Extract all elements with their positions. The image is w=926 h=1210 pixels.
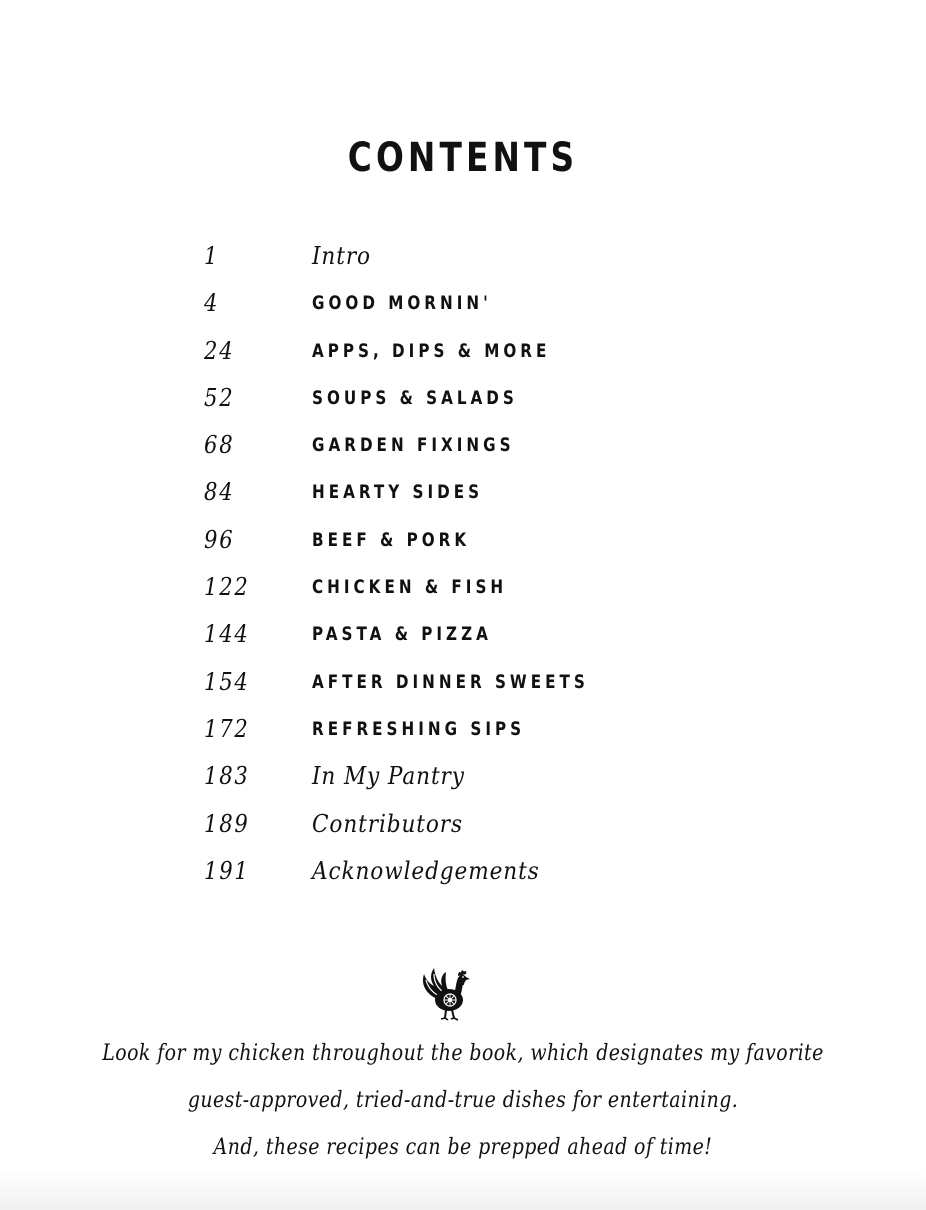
toc-chapter-title: HEARTY SIDES — [312, 481, 484, 504]
toc-row[interactable] — [204, 662, 764, 709]
note-line: guest-approved, tried-and-true dishes for entertaining. — [187, 1088, 739, 1113]
toc-row[interactable] — [204, 756, 764, 803]
toc-page-number: 122 — [204, 573, 250, 602]
toc-page-number: 4 — [204, 289, 220, 318]
toc-chapter-title: REFRESHING SIPS — [312, 717, 526, 740]
toc-page-number: 68 — [204, 431, 235, 460]
toc-page-number: 172 — [204, 714, 250, 743]
toc-chapter-title: Contributors — [312, 809, 463, 838]
toc-chapter-title: CHICKEN & FISH — [312, 576, 508, 599]
toc-chapter-title: BEEF & PORK — [312, 528, 471, 551]
toc-page-number: 52 — [204, 383, 235, 412]
toc-page-number: 84 — [204, 478, 235, 507]
toc-page-number: 1 — [204, 242, 220, 270]
toc-row[interactable] — [204, 283, 764, 330]
toc-row[interactable] — [204, 425, 764, 472]
toc-row[interactable] — [204, 567, 764, 614]
toc-page-number: 189 — [204, 809, 250, 838]
toc-row[interactable] — [204, 331, 764, 378]
toc-row[interactable] — [204, 804, 764, 851]
toc-row[interactable] — [204, 520, 764, 567]
toc-chapter-title: Intro — [312, 242, 371, 270]
toc-chapter-title: In My Pantry — [312, 762, 465, 791]
toc-chapter-title: AFTER DINNER SWEETS — [312, 670, 589, 693]
toc-row[interactable] — [204, 236, 764, 283]
table-of-contents — [204, 236, 764, 898]
toc-chapter-title: APPS, DIPS & MORE — [312, 339, 551, 362]
toc-row[interactable] — [204, 378, 764, 425]
toc-chapter-title: PASTA & PIZZA — [312, 623, 492, 646]
toc-chapter-title: GARDEN FIXINGS — [312, 434, 515, 457]
toc-page-number: 24 — [204, 336, 235, 365]
note-line: Look for my chicken throughout the book, which designates my favorite — [102, 1041, 824, 1066]
rooster-icon — [418, 966, 472, 1022]
toc-page-number: 154 — [204, 667, 250, 696]
toc-page-number: 183 — [204, 762, 250, 791]
page-title: CONTENTS — [347, 135, 579, 181]
note-line: And, these recipes can be prepped ahead of time! — [213, 1135, 713, 1160]
toc-row[interactable] — [204, 709, 764, 756]
toc-page-number: 144 — [204, 620, 250, 649]
toc-row[interactable] — [204, 851, 764, 898]
toc-chapter-title: SOUPS & SALADS — [312, 386, 518, 409]
page-bottom-edge — [0, 1170, 926, 1210]
toc-chapter-title: Acknowledgements — [312, 856, 540, 885]
toc-row[interactable] — [204, 472, 764, 519]
toc-chapter-title: GOOD MORNIN' — [312, 292, 492, 315]
chicken-note — [0, 1030, 926, 1171]
toc-row[interactable] — [204, 614, 764, 661]
toc-page-number: 191 — [204, 856, 250, 885]
toc-page-number: 96 — [204, 525, 235, 554]
